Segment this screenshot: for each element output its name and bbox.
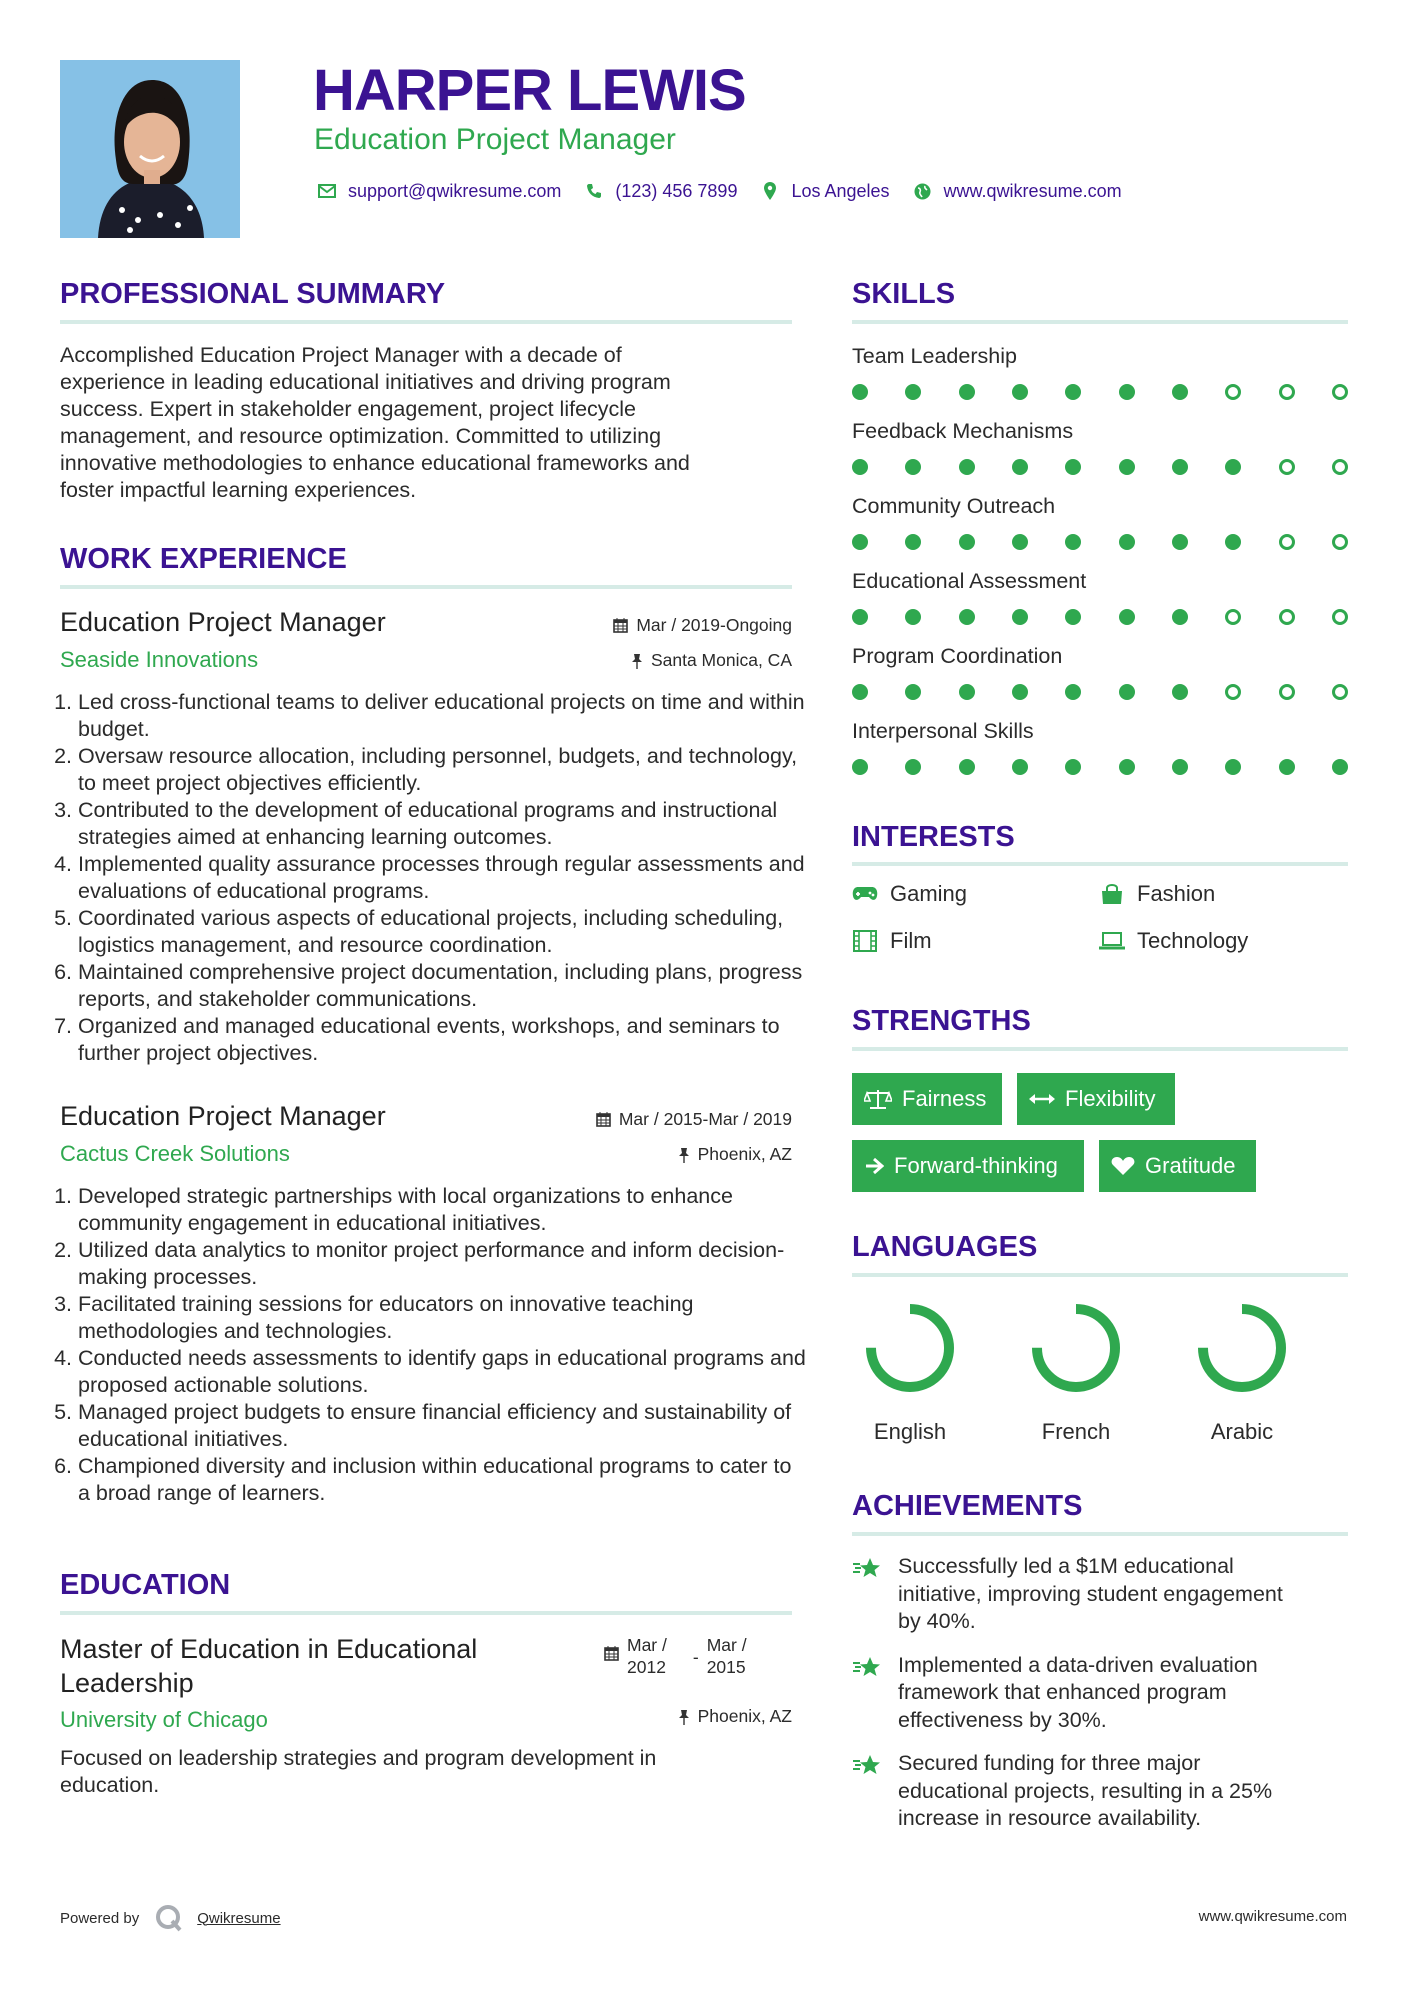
languages-heading: LANGUAGES bbox=[852, 1231, 1038, 1263]
work-heading: WORK EXPERIENCE bbox=[60, 543, 347, 575]
strength-badge-gratitude bbox=[1099, 1140, 1256, 1192]
interest-fashion bbox=[1099, 881, 1215, 907]
rating-dot-filled bbox=[852, 684, 868, 700]
achievement-text bbox=[898, 1750, 1272, 1833]
education-end bbox=[707, 1634, 747, 1678]
job-duties bbox=[60, 689, 808, 1067]
rating-dot-filled bbox=[852, 534, 868, 550]
education-description-line: education. bbox=[60, 1773, 160, 1797]
list-item: 6. Maintained comprehensive project documentation, including plans, progress reports, and stakeholder communications. bbox=[78, 959, 808, 1013]
job-date bbox=[520, 615, 792, 636]
rating-dot-filled bbox=[1012, 534, 1028, 550]
rating-dot-filled bbox=[905, 759, 921, 775]
rating-dot-filled bbox=[1225, 534, 1241, 550]
rating-dot-filled bbox=[1012, 384, 1028, 400]
summary-line: management, and resource optimization. Committed to utilizing bbox=[60, 424, 662, 448]
strengths-heading: STRENGTHS bbox=[852, 1005, 1031, 1037]
rating-dot-empty bbox=[1225, 384, 1241, 400]
rating-dot-filled bbox=[1065, 759, 1081, 775]
summary-line: experience in leading educational initiatives and driving program bbox=[60, 370, 671, 394]
rating-dot-filled bbox=[959, 684, 975, 700]
pushpin-icon bbox=[631, 653, 643, 669]
rating-dot-filled bbox=[1119, 459, 1135, 475]
education-start bbox=[627, 1634, 667, 1678]
job-company: Seaside Innovations bbox=[60, 647, 259, 672]
rating-dot-filled bbox=[905, 384, 921, 400]
envelope-icon bbox=[314, 184, 340, 198]
education-location-text: Phoenix, AZ bbox=[697, 1706, 792, 1726]
skill-rating bbox=[852, 684, 1348, 700]
pushpin-icon bbox=[678, 1147, 690, 1163]
education-end-year: 2015 bbox=[706, 1657, 746, 1677]
summary-divider bbox=[60, 320, 792, 324]
job-company: Cactus Creek Solutions bbox=[60, 1141, 290, 1166]
work-divider bbox=[60, 585, 792, 589]
achievement-line: educational projects, resulting in a 25% bbox=[898, 1778, 1273, 1803]
rating-dot-empty bbox=[1225, 684, 1241, 700]
interests-heading: INTERESTS bbox=[852, 821, 1015, 853]
rating-dot-filled bbox=[852, 759, 868, 775]
language-level-arc bbox=[1203, 1309, 1281, 1387]
skill-item bbox=[852, 492, 1348, 567]
achievement-item bbox=[852, 1553, 1348, 1636]
skill-name: Interpersonal Skills bbox=[852, 719, 1034, 743]
languages-list bbox=[850, 1300, 1350, 1450]
rating-dot-filled bbox=[1172, 459, 1188, 475]
rating-dot-filled bbox=[1065, 459, 1081, 475]
interest-technology bbox=[1099, 928, 1248, 954]
education-heading: EDUCATION bbox=[60, 1569, 231, 1601]
interest-film bbox=[852, 928, 932, 954]
achievement-line: initiative, improving student engagement bbox=[898, 1581, 1283, 1606]
rating-dot-filled bbox=[959, 384, 975, 400]
rating-dot-filled bbox=[1119, 684, 1135, 700]
rating-dot-empty bbox=[1332, 384, 1348, 400]
rating-dot-filled bbox=[1012, 609, 1028, 625]
rating-dot-filled bbox=[1332, 759, 1348, 775]
skill-item bbox=[852, 717, 1348, 792]
achievements-divider bbox=[852, 1532, 1348, 1536]
star-icon bbox=[852, 1750, 882, 1833]
laptop-icon bbox=[1099, 932, 1125, 950]
education-start-year: 2012 bbox=[627, 1657, 666, 1677]
rating-dot-empty bbox=[1279, 684, 1295, 700]
footer-powered bbox=[60, 1904, 281, 1932]
rating-dot-filled bbox=[959, 759, 975, 775]
rating-dot-empty bbox=[1332, 609, 1348, 625]
rating-dot-filled bbox=[905, 609, 921, 625]
rating-dot-filled bbox=[1119, 534, 1135, 550]
summary-line: Accomplished Education Project Manager with a decade of bbox=[60, 343, 622, 367]
rating-dot-filled bbox=[1172, 609, 1188, 625]
heart-icon bbox=[1111, 1156, 1135, 1176]
degree-line: Master of Education in Educational bbox=[60, 1634, 478, 1664]
skill-rating bbox=[852, 534, 1348, 550]
degree-line: Leadership bbox=[60, 1668, 194, 1698]
rating-dot-empty bbox=[1279, 459, 1295, 475]
skill-name: Community Outreach bbox=[852, 494, 1056, 518]
skill-rating bbox=[852, 384, 1348, 400]
job-location bbox=[520, 1144, 792, 1165]
job-date-text: Mar / 2019-Ongoing bbox=[636, 615, 792, 635]
achievements-heading: ACHIEVEMENTS bbox=[852, 1490, 1083, 1522]
interest-label: Fashion bbox=[1137, 881, 1216, 906]
list-item: 2. Oversaw resource allocation, including personnel, budgets, and technology, to meet project objectives efficiently. bbox=[78, 743, 808, 797]
map-pin-icon bbox=[757, 182, 783, 200]
pushpin-icon bbox=[678, 1709, 690, 1725]
rating-dot-filled bbox=[1012, 459, 1028, 475]
skill-rating bbox=[852, 759, 1348, 775]
language-item bbox=[850, 1300, 970, 1445]
summary-line: foster impactful learning experiences. bbox=[60, 478, 417, 502]
profile-photo bbox=[60, 60, 240, 238]
summary-line: innovative methodologies to enhance educational frameworks and bbox=[60, 451, 690, 475]
star-icon bbox=[852, 1652, 882, 1735]
strength-label: Gratitude bbox=[1145, 1153, 1236, 1178]
skill-item bbox=[852, 417, 1348, 492]
rating-dot-empty bbox=[1332, 684, 1348, 700]
list-item: 4. Conducted needs assessments to identify gaps in educational programs and proposed actionable solutions. bbox=[78, 1345, 808, 1399]
language-level-arc bbox=[1037, 1309, 1115, 1387]
list-item: 1. Led cross-functional teams to deliver educational projects on time and within budget. bbox=[78, 689, 808, 743]
contact-bar bbox=[314, 176, 1142, 206]
rating-dot-filled bbox=[1065, 684, 1081, 700]
languages-divider bbox=[852, 1273, 1348, 1277]
rating-dot-filled bbox=[1119, 759, 1135, 775]
achievements-list bbox=[852, 1553, 1348, 1849]
job-location bbox=[520, 650, 792, 671]
rating-dot-filled bbox=[959, 609, 975, 625]
skills-list bbox=[852, 342, 1348, 792]
rating-dot-filled bbox=[905, 534, 921, 550]
job-title: Education Project Manager bbox=[60, 607, 386, 637]
skill-rating bbox=[852, 609, 1348, 625]
education-description-line: Focused on leadership strategies and program development in bbox=[60, 1746, 657, 1770]
rating-dot-filled bbox=[1119, 384, 1135, 400]
list-item: 5. Managed project budgets to ensure financial efficiency and sustainability of educational initiatives. bbox=[78, 1399, 808, 1453]
summary-heading: PROFESSIONAL SUMMARY bbox=[60, 278, 446, 310]
skill-rating bbox=[852, 459, 1348, 475]
rating-dot-filled bbox=[1172, 534, 1188, 550]
strength-label: Fairness bbox=[902, 1086, 987, 1111]
education-date-separator: - bbox=[692, 1647, 699, 1667]
strength-badge-fairness bbox=[852, 1073, 1002, 1125]
language-name: French bbox=[1041, 1419, 1111, 1444]
strength-badge-flexibility bbox=[1017, 1073, 1175, 1125]
education-start-month: Mar / bbox=[627, 1635, 667, 1655]
skill-name: Educational Assessment bbox=[852, 569, 1087, 593]
achievement-line: Secured funding for three major bbox=[898, 1751, 1201, 1775]
calendar-icon bbox=[596, 1112, 611, 1127]
strengths-divider bbox=[852, 1047, 1348, 1051]
balance-scale-icon bbox=[864, 1088, 892, 1110]
rating-dot-empty bbox=[1225, 609, 1241, 625]
rating-dot-filled bbox=[959, 459, 975, 475]
language-ring bbox=[1182, 1300, 1302, 1400]
language-item bbox=[1016, 1300, 1136, 1445]
candidate-title: Education Project Manager bbox=[314, 123, 676, 156]
globe-icon bbox=[910, 183, 936, 200]
language-ring bbox=[1016, 1300, 1136, 1400]
degree-title bbox=[60, 1632, 560, 1700]
skills-divider bbox=[852, 320, 1348, 324]
achievement-line: effectiveness by 30%. bbox=[898, 1707, 1107, 1732]
list-item: 3. Contributed to the development of educational programs and instructional strategies aimed at enhancing learning outcomes. bbox=[78, 797, 808, 851]
strength-label: Flexibility bbox=[1065, 1086, 1156, 1111]
interest-label: Gaming bbox=[890, 881, 968, 906]
achievement-line: by 40%. bbox=[898, 1609, 976, 1633]
qwikresume-link[interactable]: Qwikresume bbox=[197, 1909, 281, 1927]
education-dates bbox=[604, 1634, 747, 1678]
job-date bbox=[520, 1109, 792, 1130]
calendar-icon bbox=[613, 618, 628, 633]
rating-dot-filled bbox=[959, 534, 975, 550]
rating-dot-filled bbox=[905, 684, 921, 700]
skill-item bbox=[852, 567, 1348, 642]
education-school: University of Chicago bbox=[60, 1707, 268, 1732]
strength-badge-forward-thinking bbox=[852, 1140, 1084, 1192]
contact-phone[interactable]: (123) 456 7899 bbox=[615, 180, 738, 201]
rating-dot-filled bbox=[1225, 459, 1241, 475]
list-item: 3. Facilitated training sessions for educators on innovative teaching methodologies and technologies. bbox=[78, 1291, 808, 1345]
list-item: 2. Utilized data analytics to monitor project performance and inform decision-making processes. bbox=[78, 1237, 808, 1291]
education-divider bbox=[60, 1611, 792, 1615]
rating-dot-filled bbox=[1172, 759, 1188, 775]
skill-name: Program Coordination bbox=[852, 644, 1063, 668]
skill-name: Team Leadership bbox=[852, 344, 1017, 368]
rating-dot-filled bbox=[1119, 609, 1135, 625]
achievement-text bbox=[898, 1553, 1283, 1636]
rating-dot-filled bbox=[1172, 384, 1188, 400]
list-item: 5. Coordinated various aspects of educational projects, including scheduling, logistics management, and resource coordination. bbox=[78, 905, 808, 959]
education-end-month: Mar / bbox=[706, 1635, 747, 1655]
skill-item bbox=[852, 342, 1348, 417]
achievement-line: Successfully led a $1M educational bbox=[898, 1554, 1234, 1578]
rating-dot-filled bbox=[905, 459, 921, 475]
achievement-line: increase in resource availability. bbox=[898, 1806, 1202, 1830]
rating-dot-filled bbox=[1065, 609, 1081, 625]
rating-dot-filled bbox=[1065, 534, 1081, 550]
film-icon bbox=[852, 930, 878, 952]
footer-site[interactable]: www.qwikresume.com bbox=[1198, 1908, 1347, 1925]
job-title: Education Project Manager bbox=[60, 1101, 386, 1131]
shopping-bag-icon bbox=[1099, 883, 1125, 905]
language-name: Arabic bbox=[1210, 1419, 1274, 1444]
rating-dot-empty bbox=[1279, 384, 1295, 400]
rating-dot-filled bbox=[1012, 684, 1028, 700]
rating-dot-filled bbox=[1225, 759, 1241, 775]
list-item: 4. Implemented quality assurance processes through regular assessments and evaluations of educational programs. bbox=[78, 851, 808, 905]
rating-dot-empty bbox=[1279, 609, 1295, 625]
language-ring bbox=[850, 1300, 970, 1400]
interest-label: Film bbox=[890, 928, 932, 953]
skill-name: Feedback Mechanisms bbox=[852, 419, 1074, 443]
interests-divider bbox=[852, 862, 1348, 866]
summary-line: success. Expert in stakeholder engagement, project lifecycle bbox=[60, 397, 637, 421]
summary-text bbox=[60, 342, 800, 504]
job-date-text: Mar / 2015-Mar / 2019 bbox=[618, 1109, 792, 1129]
achievement-line: Implemented a data-driven evaluation bbox=[898, 1652, 1258, 1677]
achievement-text bbox=[898, 1652, 1258, 1735]
rating-dot-filled bbox=[852, 459, 868, 475]
gamepad-icon bbox=[852, 886, 878, 902]
language-item bbox=[1182, 1300, 1302, 1445]
rating-dot-filled bbox=[852, 609, 868, 625]
candidate-name: HARPER LEWIS bbox=[313, 58, 746, 123]
rating-dot-filled bbox=[1279, 759, 1295, 775]
rating-dot-empty bbox=[1332, 534, 1348, 550]
rating-dot-empty bbox=[1332, 459, 1348, 475]
education-location bbox=[560, 1706, 792, 1727]
job-location-text: Santa Monica, CA bbox=[650, 650, 792, 670]
skills-heading: SKILLS bbox=[852, 278, 956, 310]
star-icon bbox=[852, 1553, 882, 1636]
arrows-horizontal-icon bbox=[1029, 1092, 1055, 1106]
achievement-line: framework that enhanced program bbox=[898, 1680, 1227, 1704]
powered-by-label: Powered by bbox=[60, 1909, 140, 1927]
achievement-item bbox=[852, 1652, 1348, 1735]
education-description bbox=[60, 1745, 800, 1799]
contact-website[interactable]: www.qwikresume.com bbox=[943, 180, 1122, 201]
list-item: 1. Developed strategic partnerships with local organizations to enhance community engagement in educational initiatives. bbox=[78, 1183, 808, 1237]
interest-label: Technology bbox=[1137, 928, 1249, 953]
skill-item bbox=[852, 642, 1348, 717]
phone-icon bbox=[581, 183, 607, 199]
rating-dot-filled bbox=[1172, 684, 1188, 700]
language-name: English bbox=[873, 1419, 947, 1444]
list-item: 6. Championed diversity and inclusion within educational programs to cater to a broad range of learners. bbox=[78, 1453, 808, 1507]
job-location-text: Phoenix, AZ bbox=[697, 1144, 792, 1164]
rating-dot-empty bbox=[1279, 534, 1295, 550]
arrow-right-icon bbox=[864, 1157, 884, 1175]
language-level-arc bbox=[871, 1309, 949, 1387]
contact-email[interactable]: support@qwikresume.com bbox=[348, 180, 562, 201]
list-item: 7. Organized and managed educational events, workshops, and seminars to further project objectives. bbox=[78, 1013, 808, 1067]
rating-dot-filled bbox=[1012, 759, 1028, 775]
strength-label: Forward-thinking bbox=[894, 1153, 1058, 1178]
interest-gaming bbox=[852, 881, 967, 907]
contact-location: Los Angeles bbox=[791, 180, 890, 201]
calendar-icon bbox=[604, 1634, 619, 1678]
achievement-item bbox=[852, 1750, 1348, 1833]
rating-dot-filled bbox=[1065, 384, 1081, 400]
qwikresume-logo-icon bbox=[155, 1904, 183, 1932]
job-duties bbox=[60, 1183, 808, 1507]
rating-dot-filled bbox=[852, 384, 868, 400]
